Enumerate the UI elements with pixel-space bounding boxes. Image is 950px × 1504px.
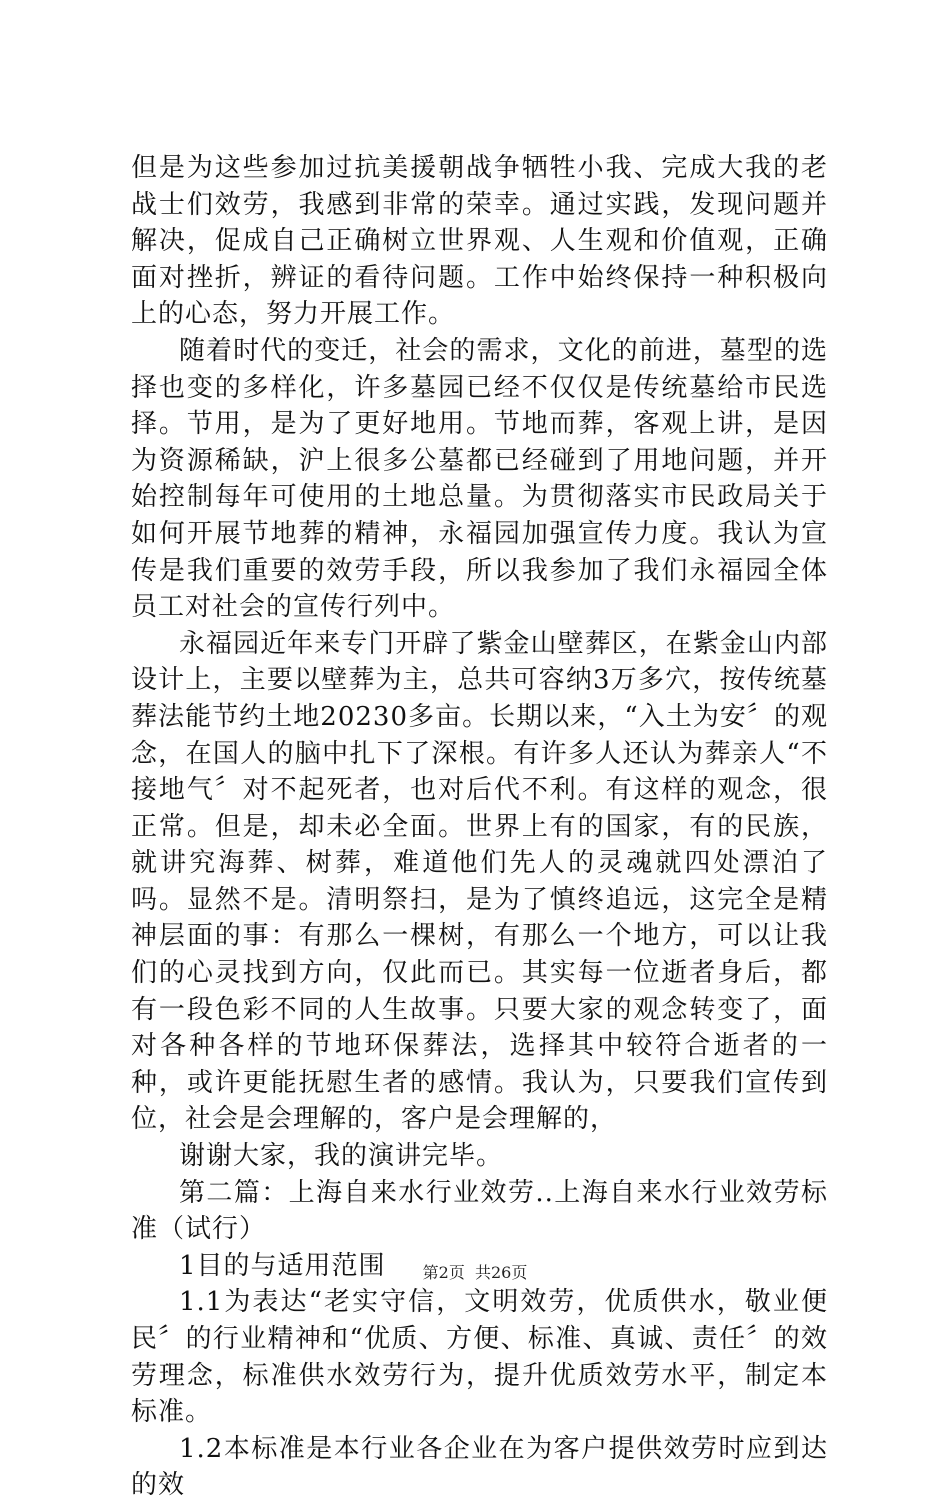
section-heading-part-two: 第二篇：上海自来水行业效劳..上海自来水行业效劳标准（试行） bbox=[131, 1177, 828, 1245]
page-footer bbox=[0, 1263, 950, 1283]
paragraph-wall-burial-area: 永福园近年来专门开辟了紫金山壁葬区，在紫金山内部设计上，主要以壁葬为主，总共可容纳3万多穴，按传统墓葬法能节约土地20230多亩。长期以来，“入土为安〞的观念，在国人的脑中扎下了深根。有许多人还认为葬亲人“不接地气〞对不起死者，也对后代不利。有这样的观念，很正常。但是，却未必全面。世界上有的国家，有的民族，就讲究海葬、树葬，难道他们先人的灵魂就四处漂泊了吗。显然不是。清明祭扫，是为了慎终追远，这完全是精神层面的事：有那么一棵树，有那么一个地方，可以让我们的心灵找到方向，仅此而已。其实每一位逝者身后，都有一段色彩不同的人生故事。只要大家的观念转变了，面对各种各样的节地环保葬法，选择其中较符合逝者的一种，或许更能抚慰生者的感情。我认为，只要我们宣传到位，社会是会理解的，客户是会理解的， bbox=[131, 628, 828, 1135]
page-number-label: 第2页 共26页 bbox=[422, 1263, 528, 1282]
clause-1-1: 1.1为表达“老实守信，文明效劳，优质供水，敬业便民〞的行业精神和“优质、方便、标准、真诚、责任〞的效劳理念，标准供水效劳行为，提升优质效劳水平，制定本标准。 bbox=[131, 1287, 828, 1428]
clause-1-2: 1.2本标准是本行业各企业在为客户提供效劳时应到达的效 bbox=[131, 1433, 828, 1501]
section-heading-purpose-scope: 1目的与适用范围 bbox=[179, 1250, 386, 1281]
paragraph-closing-thanks: 谢谢大家，我的演讲完毕。 bbox=[179, 1141, 504, 1172]
paragraph-veterans-service: 但是为这些参加过抗美援朝战争牺牲小我、完成大我的老战士们效劳，我感到非常的荣幸。通过实践，发现问题并解决，促成自己正确树立世界观、人生观和价值观，正确面对挫折，辨证的看待问题。工作中始终保持一种积极向上的心态，努力开展工作。 bbox=[131, 153, 828, 330]
paragraph-burial-changes: 随着时代的变迁，社会的需求，文化的前进，墓型的选择也变的多样化，许多墓园已经不仅仅是传统墓给市民选择。节用，是为了更好地用。节地而葬，客观上讲，是因为资源稀缺，沪上很多公墓都已经碰到了用地问题，并开始控制每年可使用的土地总量。为贯彻落实市民政局关于如何开展节地葬的精神，永福园加强宣传力度。我认为宣传是我们重要的效劳手段，所以我参加了我们永福园全体员工对社会的宣传行列中。 bbox=[131, 335, 828, 623]
document-body bbox=[131, 150, 828, 1504]
